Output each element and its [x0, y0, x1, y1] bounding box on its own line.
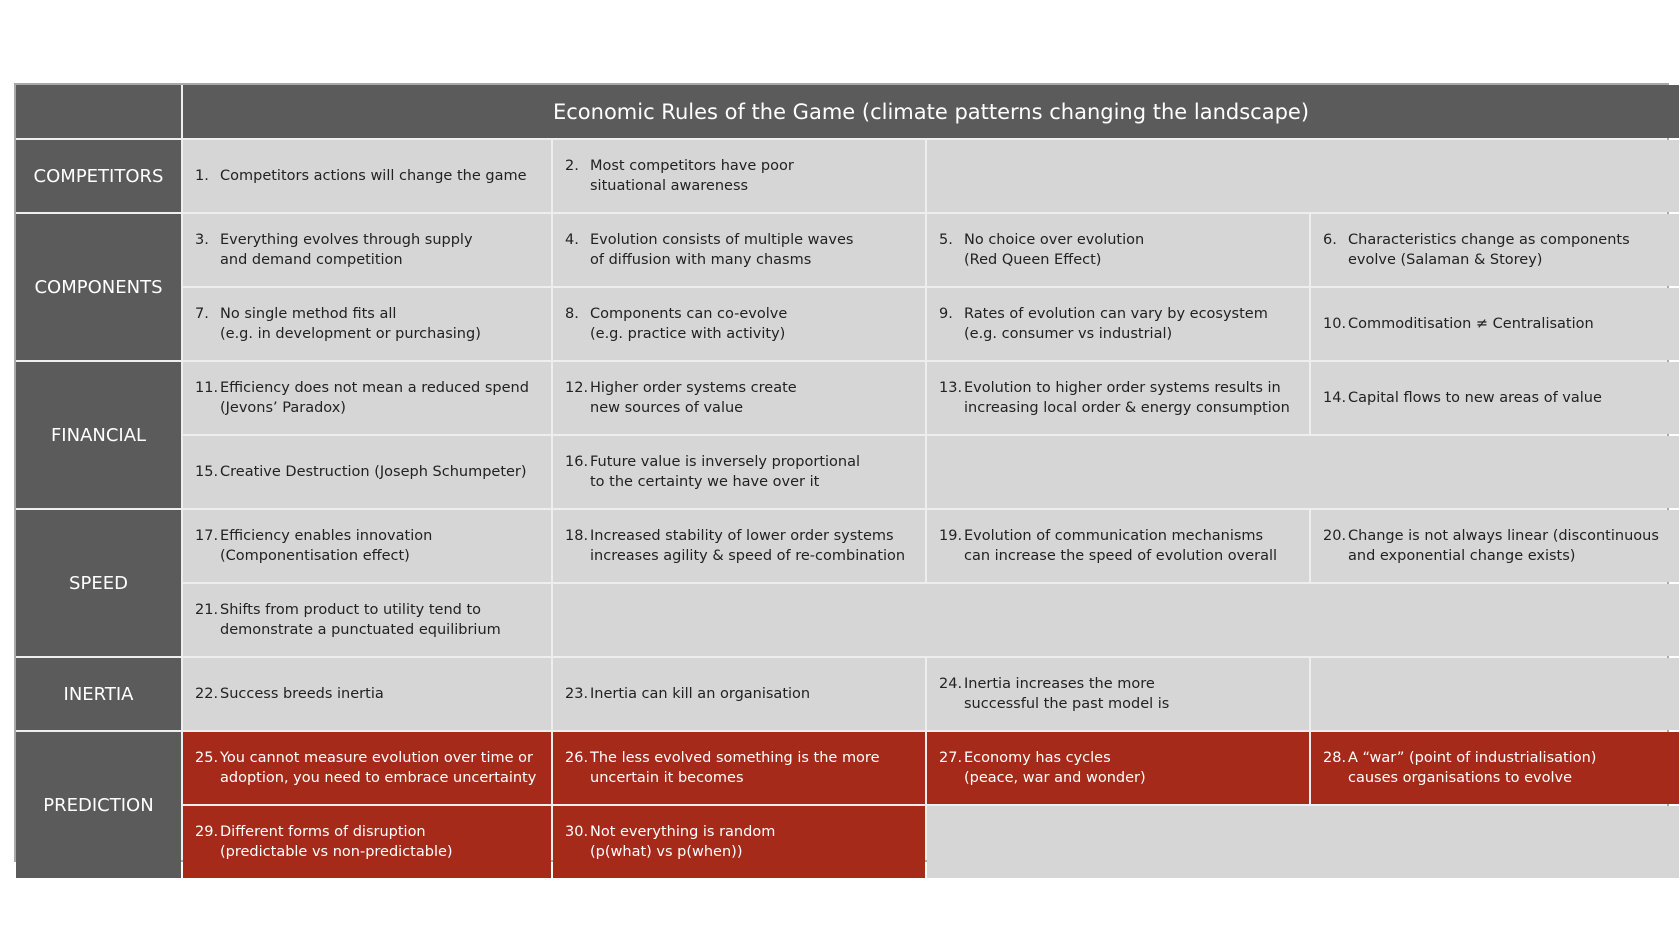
rule-cell	[553, 732, 925, 804]
rule-content	[565, 156, 794, 196]
rule-cell	[553, 510, 925, 582]
empty-cell	[553, 584, 1679, 656]
rule-text-line: Characteristics change as components	[1348, 232, 1630, 248]
rule-number: 24.	[939, 676, 963, 692]
rule-text	[220, 600, 501, 640]
rule-cell	[1311, 510, 1679, 582]
rule-text	[590, 748, 880, 788]
rule-cell	[183, 806, 551, 878]
rule-cell	[183, 288, 551, 360]
rule-text-line: Evolution consists of multiple waves	[590, 232, 854, 248]
rule-text	[590, 156, 794, 196]
rule-content	[1323, 314, 1594, 334]
rule-number: 11.	[195, 380, 219, 396]
rule-text	[590, 684, 810, 704]
rule-content	[195, 378, 529, 418]
rule-text-line: Rates of evolution can vary by ecosystem	[964, 306, 1268, 322]
rule-number: 20.	[1323, 528, 1347, 544]
rule-text-line: A “war” (point of industrialisation)	[1348, 750, 1597, 766]
rule-number: 8.	[565, 306, 579, 322]
rule-cell	[927, 658, 1309, 730]
rule-text-line: (peace, war and wonder)	[964, 770, 1146, 786]
rule-number: 21.	[195, 602, 219, 618]
rule-number: 26.	[565, 750, 589, 766]
rule-text-line: (predictable vs non-predictable)	[220, 844, 453, 860]
rule-content	[939, 674, 1169, 714]
rule-content	[1323, 230, 1630, 270]
rule-content	[195, 230, 473, 270]
rule-text	[590, 378, 797, 418]
rule-text	[1348, 526, 1659, 566]
rule-number: 28.	[1323, 750, 1347, 766]
rule-text-line: to the certainty we have over it	[590, 474, 820, 490]
rule-number: 17.	[195, 528, 219, 544]
rule-text	[964, 378, 1290, 418]
rule-text-line: Efficiency enables innovation	[220, 528, 433, 544]
rule-number: 16.	[565, 454, 589, 470]
rule-text-line: (e.g. in development or purchasing)	[220, 326, 481, 342]
rule-text	[220, 822, 453, 862]
rule-text-line: (e.g. practice with activity)	[590, 326, 786, 342]
rule-cell	[927, 510, 1309, 582]
rule-cell	[927, 732, 1309, 804]
rule-text-line: increasing local order & energy consumption	[964, 400, 1290, 416]
rule-cell	[553, 436, 925, 508]
rule-text	[590, 526, 905, 566]
rule-cell	[927, 362, 1309, 434]
table-title: Economic Rules of the Game (climate patterns changing the landscape)	[183, 85, 1679, 138]
rule-text-line: Economy has cycles	[964, 750, 1111, 766]
rule-number: 25.	[195, 750, 219, 766]
rule-content	[195, 748, 536, 788]
rule-text	[964, 748, 1146, 788]
rule-cell	[553, 214, 925, 286]
rule-text	[1348, 230, 1630, 270]
rule-text-line: increases agility & speed of re-combination	[590, 548, 906, 564]
rule-text-line: evolve (Salaman & Storey)	[1348, 252, 1543, 268]
rule-number: 6.	[1323, 232, 1337, 248]
rules-table	[14, 83, 1669, 862]
rule-text	[220, 304, 481, 344]
rule-cell	[183, 436, 551, 508]
rule-text	[1348, 748, 1596, 788]
rule-text	[220, 230, 473, 270]
rule-cell	[183, 510, 551, 582]
rule-cell	[927, 288, 1309, 360]
rule-text-line: Success breeds inertia	[220, 686, 384, 702]
rule-text	[220, 748, 536, 788]
rule-text-line: (p(what) vs p(when))	[590, 844, 743, 860]
rule-cell	[183, 732, 551, 804]
rule-content	[195, 166, 527, 186]
rule-text-line: adoption, you need to embrace uncertainty	[220, 770, 537, 786]
rule-text	[964, 230, 1144, 270]
rule-text-line: Most competitors have poor	[590, 158, 794, 174]
rule-text	[590, 230, 853, 270]
rule-text-line: Higher order systems create	[590, 380, 797, 396]
rule-cell	[553, 362, 925, 434]
rule-number: 1.	[195, 168, 209, 184]
rule-cell	[183, 584, 551, 656]
rule-text-line: Creative Destruction (Joseph Schumpeter)	[220, 464, 527, 480]
rule-number: 12.	[565, 380, 589, 396]
rule-text-line: Capital flows to new areas of value	[1348, 390, 1602, 406]
rule-text	[590, 452, 860, 492]
rule-cell	[1311, 732, 1679, 804]
rule-number: 5.	[939, 232, 953, 248]
rule-text	[1348, 314, 1594, 334]
rule-content	[195, 600, 501, 640]
rule-text-line: Components can co-evolve	[590, 306, 788, 322]
rule-cell	[553, 658, 925, 730]
rule-cell	[553, 806, 925, 878]
rule-number: 19.	[939, 528, 963, 544]
rule-number: 9.	[939, 306, 953, 322]
rule-text-line: Evolution to higher order systems results in	[964, 380, 1281, 396]
rule-content	[939, 304, 1268, 344]
category-inertia: INERTIA	[16, 658, 181, 730]
rule-number: 3.	[195, 232, 209, 248]
rule-text-line: Commoditisation ≠ Centralisation	[1348, 316, 1594, 332]
rule-cell	[183, 658, 551, 730]
rule-text-line: Not everything is random	[590, 824, 776, 840]
rule-content	[565, 304, 787, 344]
rule-content	[565, 230, 853, 270]
rule-number: 2.	[565, 158, 579, 174]
rule-text	[220, 462, 527, 482]
rule-text-line: Everything evolves through supply	[220, 232, 473, 248]
table-corner	[16, 85, 181, 138]
rule-text	[590, 822, 775, 862]
rule-text-line: (e.g. consumer vs industrial)	[964, 326, 1173, 342]
rule-text	[590, 304, 787, 344]
rule-text-line: The less evolved something is the more	[590, 750, 880, 766]
category-speed: SPEED	[16, 510, 181, 656]
rule-number: 30.	[565, 824, 589, 840]
rule-text-line: Competitors actions will change the game	[220, 168, 527, 184]
rule-number: 7.	[195, 306, 209, 322]
rule-text-line: can increase the speed of evolution overall	[964, 548, 1278, 564]
rule-content	[1323, 388, 1602, 408]
rule-text-line: Inertia increases the more	[964, 676, 1155, 692]
rule-text-line: Different forms of disruption	[220, 824, 426, 840]
rule-text	[964, 674, 1169, 714]
rule-number: 29.	[195, 824, 219, 840]
rule-content	[939, 748, 1146, 788]
rule-text-line: Inertia can kill an organisation	[590, 686, 811, 702]
rule-text-line: demonstrate a punctuated equilibrium	[220, 622, 501, 638]
rule-text-line: Future value is inversely proportional	[590, 454, 861, 470]
empty-cell	[927, 806, 1679, 878]
rule-content	[939, 526, 1277, 566]
rule-text	[1348, 388, 1602, 408]
rule-text	[964, 304, 1268, 344]
category-prediction: PREDICTION	[16, 732, 181, 878]
rule-number: 23.	[565, 686, 589, 702]
rule-cell	[183, 362, 551, 434]
rule-text-line: new sources of value	[590, 400, 744, 416]
rule-number: 10.	[1323, 316, 1347, 332]
rule-cell	[927, 214, 1309, 286]
category-financial: FINANCIAL	[16, 362, 181, 508]
rule-cell	[1311, 362, 1679, 434]
rule-text-line: situational awareness	[590, 178, 749, 194]
rule-text	[220, 378, 529, 418]
rule-cell	[553, 140, 925, 212]
rule-text-line: Efficiency does not mean a reduced spend	[220, 380, 529, 396]
rule-text-line: Change is not always linear (discontinuous	[1348, 528, 1659, 544]
rule-text-line: No single method fits all	[220, 306, 397, 322]
rule-content	[195, 684, 384, 704]
rule-text-line: causes organisations to evolve	[1348, 770, 1573, 786]
rule-content	[565, 526, 905, 566]
empty-cell	[927, 140, 1679, 212]
rule-text-line: (Red Queen Effect)	[964, 252, 1102, 268]
rule-cell	[183, 140, 551, 212]
rule-text-line: Increased stability of lower order systems	[590, 528, 894, 544]
rule-cell	[183, 214, 551, 286]
rule-content	[195, 526, 432, 566]
rule-cell	[1311, 288, 1679, 360]
rule-content	[195, 822, 453, 862]
rule-text-line: Evolution of communication mechanisms	[964, 528, 1264, 544]
rule-number: 18.	[565, 528, 589, 544]
rule-text-line: and exponential change exists)	[1348, 548, 1576, 564]
rule-text	[964, 526, 1277, 566]
category-components: COMPONENTS	[16, 214, 181, 360]
rule-content	[1323, 748, 1596, 788]
rule-content	[195, 462, 527, 482]
rule-text-line: You cannot measure evolution over time or	[220, 750, 533, 766]
rule-content	[195, 304, 481, 344]
rule-text-line: successful the past model is	[964, 696, 1170, 712]
rule-number: 22.	[195, 686, 219, 702]
rule-number: 13.	[939, 380, 963, 396]
rule-content	[939, 378, 1290, 418]
rule-content	[565, 822, 775, 862]
rule-number: 14.	[1323, 390, 1347, 406]
empty-cell	[1311, 658, 1679, 730]
rule-cell	[553, 288, 925, 360]
rule-text	[220, 684, 384, 704]
rule-text-line: (Componentisation effect)	[220, 548, 410, 564]
rule-number: 27.	[939, 750, 963, 766]
rule-cell	[1311, 214, 1679, 286]
rule-content	[939, 230, 1144, 270]
rule-content	[565, 748, 880, 788]
rule-text	[220, 526, 432, 566]
rule-number: 4.	[565, 232, 579, 248]
category-competitors: COMPETITORS	[16, 140, 181, 212]
rule-text-line: (Jevons’ Paradox)	[220, 400, 346, 416]
rule-text-line: uncertain it becomes	[590, 770, 744, 786]
rule-text	[220, 166, 527, 186]
rule-content	[565, 452, 860, 492]
rule-content	[1323, 526, 1659, 566]
rule-number: 15.	[195, 464, 219, 480]
rule-text-line: of diffusion with many chasms	[590, 252, 812, 268]
rule-text-line: and demand competition	[220, 252, 403, 268]
empty-cell	[927, 436, 1679, 508]
rule-content	[565, 378, 797, 418]
rule-content	[565, 684, 810, 704]
rule-text-line: Shifts from product to utility tend to	[220, 602, 482, 618]
rule-text-line: No choice over evolution	[964, 232, 1145, 248]
